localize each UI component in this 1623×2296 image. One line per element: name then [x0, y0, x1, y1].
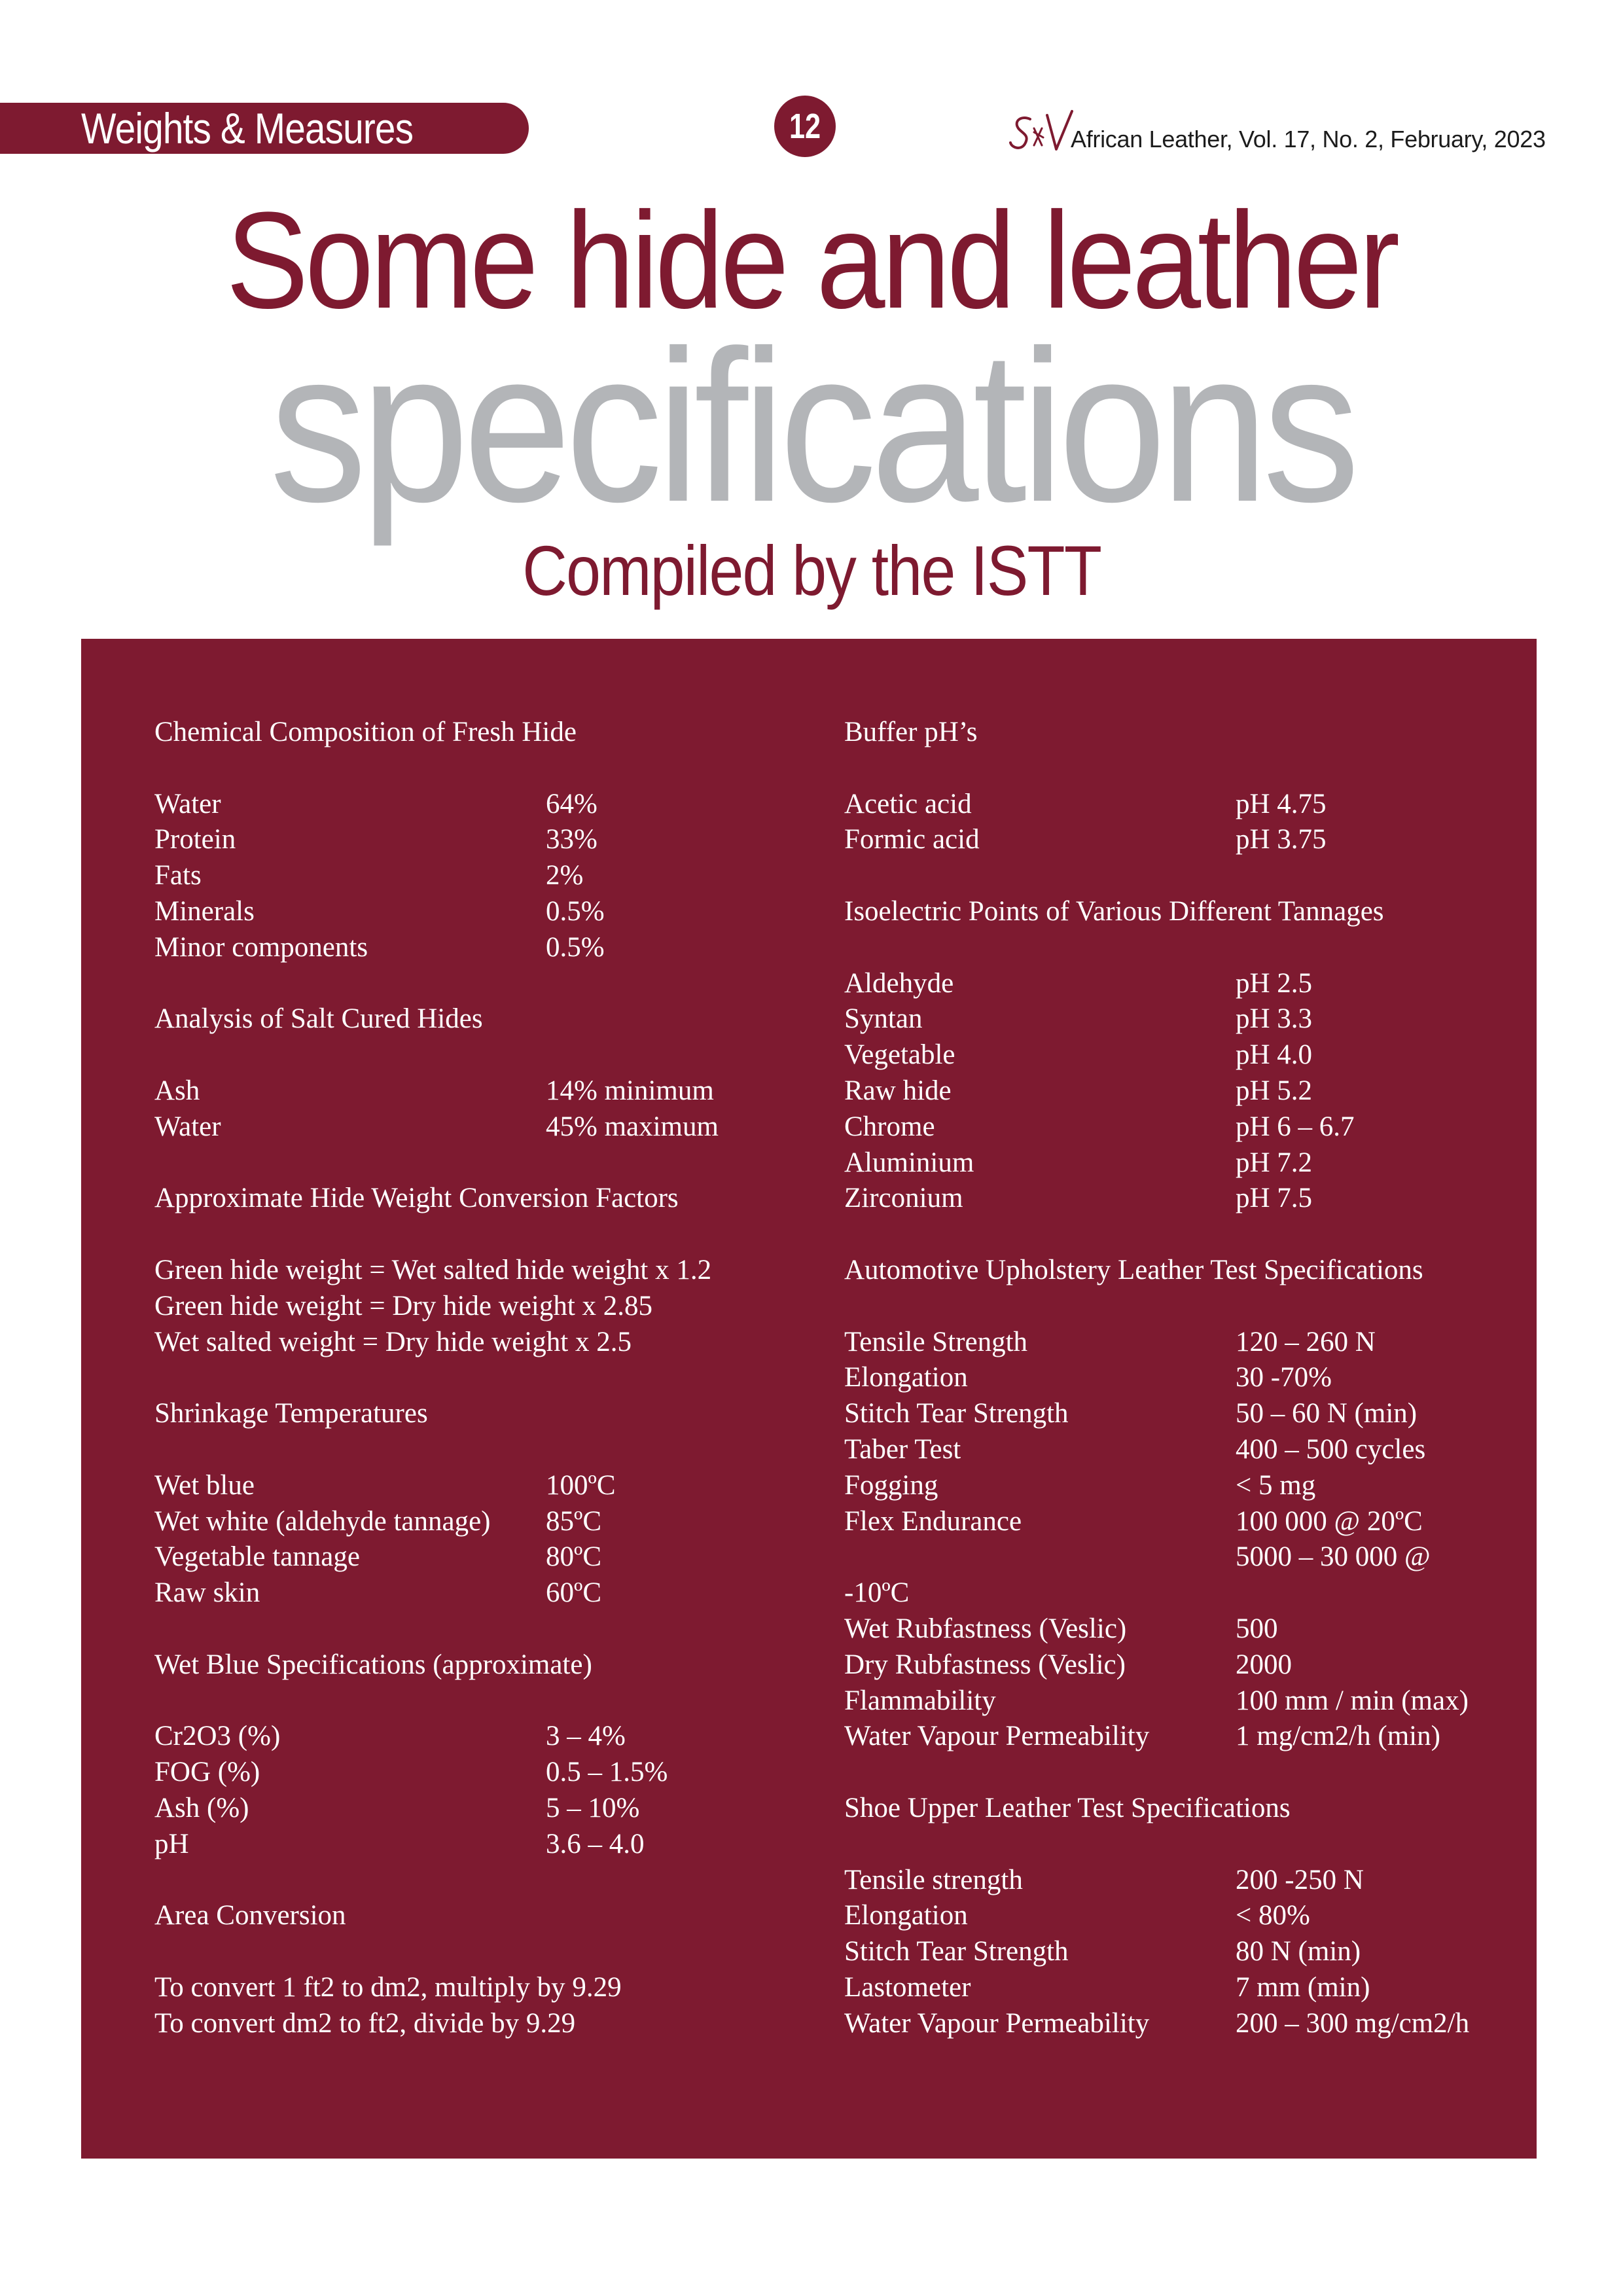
spec-row	[844, 1647, 1525, 1683]
spec-value: pH 7.5	[1236, 1183, 1313, 1214]
conversion-line: Wet salted weight = Dry hide weight x 2.5	[154, 1326, 632, 1357]
spec-key: Acetic acid	[844, 788, 972, 819]
spec-key: Tensile strength	[844, 1864, 1023, 1895]
spec-key: Syntan	[844, 1003, 923, 1035]
spec-value: 500	[1236, 1613, 1278, 1644]
spec-value: pH 7.2	[1236, 1147, 1313, 1178]
spec-row	[844, 1181, 1525, 1217]
spec-row	[844, 1504, 1525, 1540]
spec-row	[154, 1539, 809, 1575]
spec-value: 2000	[1236, 1649, 1292, 1680]
spec-value: 60ºC	[546, 1577, 602, 1609]
spec-key: Stitch Tear Strength	[844, 1398, 1069, 1429]
spec-key: Minerals	[154, 895, 255, 927]
spec-key: Fogging	[844, 1469, 938, 1501]
spec-key: FOG (%)	[154, 1757, 260, 1788]
spec-value: 80ºC	[546, 1541, 602, 1573]
spec-value: pH 3.3	[1236, 1003, 1313, 1035]
area-line: To convert 1 ft2 to dm2, multiply by 9.29	[154, 1971, 622, 2003]
page-title-specifications-text: specifications	[269, 305, 1354, 547]
flex-endurance-wrap: -10ºC	[844, 1577, 910, 1609]
spec-row	[844, 1145, 1525, 1181]
section-label: Weights & Measures	[81, 104, 414, 152]
spec-key: Wet blue	[154, 1469, 255, 1501]
spec-key: Chrome	[844, 1111, 935, 1142]
spec-value: 120 – 260 N	[1236, 1326, 1376, 1357]
byline-text: Compiled by the ISTT	[522, 531, 1101, 610]
shoe-upper-heading: Shoe Upper Leather Test Specifications	[844, 1792, 1291, 1823]
spec-key: Cr2O3 (%)	[154, 1721, 281, 1752]
spec-row	[844, 1898, 1525, 1934]
spec-key: Water Vapour Permeability	[844, 1721, 1150, 1752]
spec-row	[154, 1468, 809, 1504]
spec-key: Dry Rubfastness (Veslic)	[844, 1649, 1126, 1680]
spec-key: Raw skin	[154, 1577, 260, 1609]
spec-value: pH 2.5	[1236, 967, 1313, 999]
spec-row	[844, 1468, 1525, 1504]
spec-value: 2%	[546, 860, 584, 891]
spec-key: Raw hide	[844, 1075, 952, 1106]
spec-key: Zirconium	[844, 1183, 963, 1214]
page-number: 12	[789, 107, 821, 146]
area-heading: Area Conversion	[154, 1900, 346, 1931]
spec-row	[154, 930, 809, 966]
section-tab	[0, 103, 529, 154]
page-number-badge	[774, 96, 836, 157]
shrinkage-heading: Shrinkage Temperatures	[154, 1398, 428, 1429]
spec-value: 100 000 @ 20ºC	[1236, 1505, 1423, 1537]
spec-value: 50 – 60 N (min)	[1236, 1398, 1418, 1429]
buffer-heading: Buffer pH’s	[844, 717, 978, 747]
spec-key: Elongation	[844, 1362, 968, 1393]
spec-row	[844, 1863, 1525, 1899]
spec-row	[844, 1325, 1525, 1361]
spec-key: Vegetable	[844, 1039, 955, 1071]
spec-key: Fats	[154, 860, 202, 891]
area-line: To convert dm2 to ft2, divide by 9.29	[154, 2007, 576, 2039]
wet-blue-heading: Wet Blue Specifications (approximate)	[154, 1649, 592, 1680]
spec-value: 200 – 300 mg/cm2/h	[1236, 2007, 1470, 2039]
spec-row	[844, 822, 1525, 858]
spec-key: Ash	[154, 1075, 200, 1106]
spec-row	[844, 1396, 1525, 1432]
spec-value: pH 5.2	[1236, 1075, 1313, 1106]
spec-value: 5000 – 30 000 @	[1236, 1541, 1431, 1573]
page-title-specifications	[0, 305, 1623, 547]
spec-value: 0.5%	[546, 931, 605, 963]
spec-value: 85ºC	[546, 1505, 602, 1537]
spec-row	[154, 1504, 809, 1540]
spec-key: Protein	[154, 824, 236, 855]
page-title-text: Some hide and leather	[226, 183, 1397, 337]
spec-value: 200 -250 N	[1236, 1864, 1364, 1895]
spec-row	[154, 1827, 809, 1863]
spec-value: 45% maximum	[546, 1111, 719, 1142]
conversion-line: Green hide weight = Wet salted hide weight x 1.2	[154, 1254, 712, 1285]
spec-row	[844, 1611, 1525, 1647]
spec-row	[844, 1683, 1525, 1719]
spec-row	[154, 787, 809, 823]
spec-row	[844, 1970, 1525, 2006]
spec-row	[844, 1432, 1525, 1468]
spec-key: Wet white (aldehyde tannage)	[154, 1505, 491, 1537]
spec-value: 14% minimum	[546, 1075, 714, 1106]
spec-value: 100 mm / min (max)	[1236, 1685, 1469, 1716]
spec-key: Water Vapour Permeability	[844, 2007, 1150, 2039]
spec-value: 3 – 4%	[546, 1721, 626, 1752]
spec-value: pH 6 – 6.7	[1236, 1111, 1355, 1142]
spec-key: Elongation	[844, 1900, 968, 1931]
spec-row	[154, 894, 809, 930]
spec-value: 30 -70%	[1236, 1362, 1332, 1393]
spec-value: 100ºC	[546, 1469, 616, 1501]
spec-value: pH 3.75	[1236, 824, 1327, 855]
spec-key: Flammability	[844, 1685, 996, 1716]
spec-row	[844, 966, 1525, 1002]
spec-row	[154, 1073, 809, 1109]
spec-value: 5 – 10%	[546, 1792, 640, 1823]
spec-value: 33%	[546, 824, 597, 855]
spec-row	[844, 2006, 1525, 2042]
right-column	[844, 715, 1525, 2041]
spec-row	[844, 1719, 1525, 1755]
spec-value: 0.5 – 1.5%	[546, 1757, 668, 1788]
left-column	[154, 715, 809, 2041]
spec-key: Ash (%)	[154, 1792, 249, 1823]
spec-row	[844, 1360, 1525, 1396]
spec-value: pH 4.0	[1236, 1039, 1313, 1071]
spec-row	[154, 858, 809, 894]
spec-value: 3.6 – 4.0	[546, 1828, 645, 1859]
spec-key: pH	[154, 1828, 189, 1859]
spec-panel	[81, 639, 1537, 2159]
spec-value: 7 mm (min)	[1236, 1971, 1370, 2003]
spec-value: 400 – 500 cycles	[1236, 1433, 1426, 1465]
spec-key: Stitch Tear Strength	[844, 1936, 1069, 1967]
salt-heading: Analysis of Salt Cured Hides	[154, 1003, 483, 1035]
spec-key: Aldehyde	[844, 967, 954, 999]
automotive-heading: Automotive Upholstery Leather Test Specifications	[844, 1254, 1423, 1285]
spec-value: 64%	[546, 788, 597, 819]
publisher-logo	[1008, 106, 1073, 165]
spec-row	[154, 1109, 809, 1145]
spec-key: Taber Test	[844, 1433, 961, 1465]
issue-line: African Leather, Vol. 17, No. 2, February, 2023	[1071, 126, 1546, 152]
spec-key: Wet Rubfastness (Veslic)	[844, 1613, 1127, 1644]
spec-value: 0.5%	[546, 895, 605, 927]
spec-value: 1 mg/cm2/h (min)	[1236, 1721, 1440, 1752]
spec-value: < 80%	[1236, 1900, 1310, 1931]
spec-row	[154, 1719, 809, 1755]
spec-value: 80 N (min)	[1236, 1936, 1361, 1967]
spec-key: Water	[154, 1111, 221, 1142]
spec-row	[844, 1037, 1525, 1073]
spec-row	[154, 822, 809, 858]
byline	[0, 531, 1623, 610]
conversion-heading: Approximate Hide Weight Conversion Factors	[154, 1183, 679, 1214]
spec-key: Flex Endurance	[844, 1505, 1022, 1537]
isoelectric-heading: Isoelectric Points of Various Different Tannages	[844, 895, 1384, 927]
spec-key: Lastometer	[844, 1971, 971, 2003]
spec-key: Formic acid	[844, 824, 980, 855]
spec-row	[154, 1791, 809, 1827]
spec-key: Minor components	[154, 931, 368, 963]
spec-key: Tensile Strength	[844, 1326, 1028, 1357]
spec-row	[844, 1109, 1525, 1145]
spec-row	[844, 1073, 1525, 1109]
chem-heading: Chemical Composition of Fresh Hide	[154, 717, 577, 747]
spec-value: < 5 mg	[1236, 1469, 1316, 1501]
spec-row	[844, 1001, 1525, 1037]
spec-row	[844, 1934, 1525, 1970]
spec-row	[154, 1755, 809, 1791]
spec-row	[844, 1539, 1525, 1575]
spec-row	[154, 1575, 809, 1611]
spec-key: Vegetable tannage	[154, 1541, 360, 1573]
conversion-line: Green hide weight = Dry hide weight x 2.85	[154, 1290, 653, 1321]
spec-row	[844, 787, 1525, 823]
spec-value: pH 4.75	[1236, 788, 1327, 819]
spec-key: Water	[154, 788, 221, 819]
spec-key	[844, 1539, 1236, 1575]
spec-key: Aluminium	[844, 1147, 974, 1178]
